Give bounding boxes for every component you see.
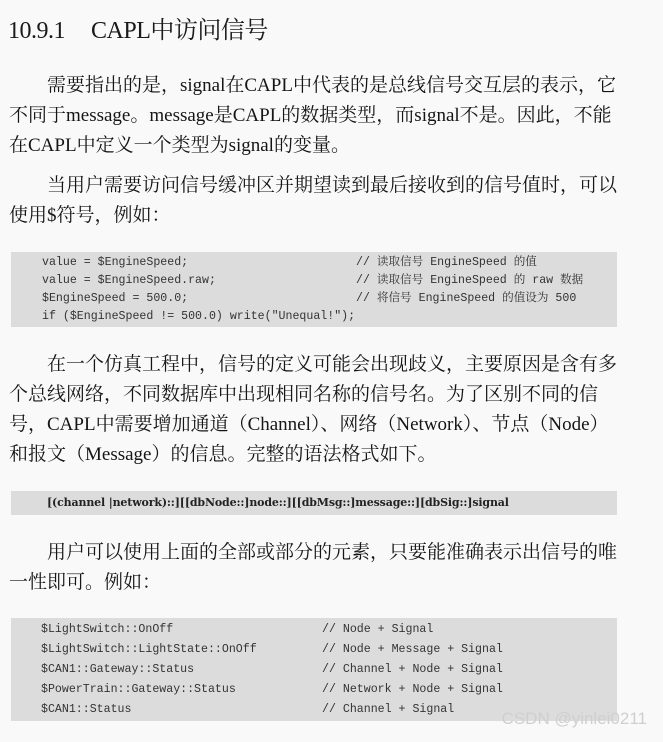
code-line: $CAN1::Status // Channel + Signal [41,703,455,716]
code-line: value = $EngineSpeed.raw; // 读取信号 EngineSpeed 的 raw 数据 [42,274,584,287]
section-heading [8,10,268,45]
paragraph-dollar-syntax: 当用户需要访问信号缓冲区并期望读到最后接收到的信号值时，可以使用$符号，例如： [9,175,618,226]
code-block-qualified-signals [11,618,617,721]
section-title: CAPL中访问信号 [91,18,268,44]
watermark: CSDN @yinlei0211 [501,709,647,728]
code-line: $EngineSpeed = 500.0; // 将信号 EngineSpeed 的值设为 500 [42,292,577,305]
code-line: $LightSwitch::OnOff // Node + Signal [41,623,434,636]
code-line: $PowerTrain::Gateway::Status // Network + Node + Signal [41,683,503,696]
paragraph-ambiguity: 在一个仿真工程中，信号的定义可能会出现歧义，主要原因是含有多个总线网络，不同数据库中出现相同名称的信号名。为了区别不同的信号，CAPL中需要增加通道（Channel）、网络（Network）、节点（Node）和报文（Message）的信息。完整的语法格式如下。 [9,354,618,465]
section-number: 10.9.1 [8,18,65,44]
code-line: $CAN1::Gateway::Status // Channel + Node + Signal [41,663,503,676]
code-line: $LightSwitch::LightState::OnOff // Node + Message + Signal [41,643,503,656]
syntax-format-block: [(channel |network)::][[dbNode::]node::][[dbMsg::]message::][dbSig::]signal [11,491,617,515]
code-block-engine-speed [11,252,617,327]
code-line: value = $EngineSpeed; // 读取信号 EngineSpeed 的值 [42,256,537,269]
code-line: if ($EngineSpeed != 500.0) write("Unequal!"); [42,310,356,323]
paragraph-signal-definition: 需要指出的是，signal在CAPL中代表的是总线信号交互层的表示，它不同于message。message是CAPL的数据类型，而signal不是。因此，不能在CAPL中定义一个类型为signal的变量。 [9,75,616,156]
paragraph-partial-elements: 用户可以使用上面的全部或部分的元素，只要能准确表示出信号的唯一性即可。例如： [9,542,618,593]
